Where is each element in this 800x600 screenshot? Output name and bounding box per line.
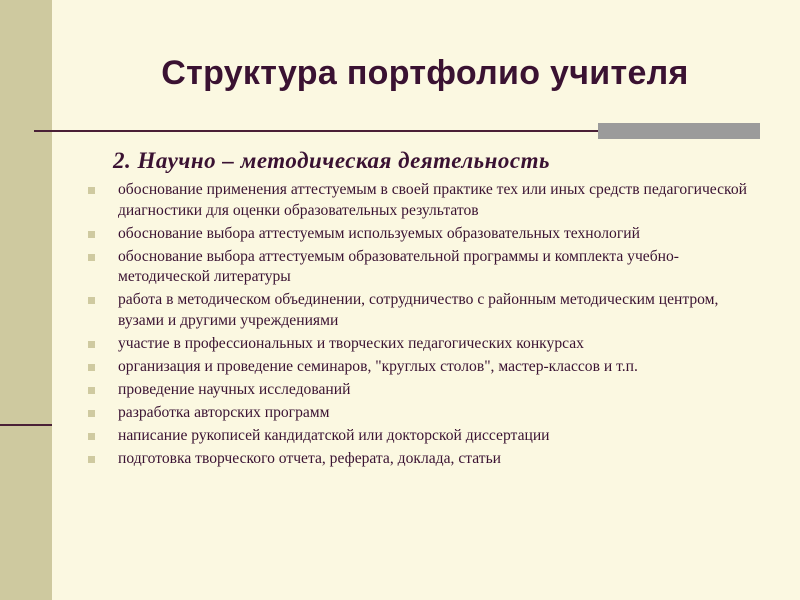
list-item — [88, 403, 753, 424]
list-item-text: участие в профессиональных и творческих педагогических конкурсах — [118, 334, 584, 352]
title-divider-block — [598, 123, 760, 139]
bullet-square-icon — [88, 187, 95, 194]
list-item-text: организация и проведение семинаров, "круглых столов", мастер-классов и т.п. — [118, 357, 638, 375]
list-item — [88, 247, 753, 288]
bullet-list — [88, 180, 753, 472]
list-item — [88, 334, 753, 355]
bullet-square-icon — [88, 387, 95, 394]
section-subtitle: 2. Научно – методическая деятельность — [113, 148, 551, 173]
list-item — [88, 426, 753, 447]
bullet-square-icon — [88, 254, 95, 261]
list-item — [88, 290, 753, 331]
bullet-square-icon — [88, 364, 95, 371]
list-item — [88, 449, 753, 470]
bullet-square-icon — [88, 341, 95, 348]
list-item-text: проведение научных исследований — [118, 380, 351, 398]
list-item-text: написание рукописей кандидатской или докторской диссертации — [118, 426, 550, 444]
bullet-square-icon — [88, 231, 95, 238]
list-item — [88, 180, 753, 221]
list-item — [88, 380, 753, 401]
list-item — [88, 357, 753, 378]
list-item-text: подготовка творческого отчета, реферата, доклада, статьи — [118, 449, 502, 467]
bullet-square-icon — [88, 433, 95, 440]
list-item-text: разработка авторских программ — [118, 403, 330, 421]
list-item-text: обоснование выбора аттестуемым используемых образовательных технологий — [118, 224, 640, 242]
side-decor-line — [0, 424, 52, 426]
bullet-square-icon — [88, 456, 95, 463]
list-item-text: работа в методическом объединении, сотрудничество с районным методическим центром, вузами и другими учреждениями — [118, 291, 719, 329]
side-decor-bar — [0, 0, 52, 600]
bullet-square-icon — [88, 410, 95, 417]
list-item-text: обоснование применения аттестуемым в своей практике тех или иных средств педагогической диагностики для оценки образовательных результатов — [118, 181, 747, 219]
list-item — [88, 224, 753, 245]
list-item-text: обоснование выбора аттестуемым образовательной программы и комплекта учебно-методической литературы — [118, 247, 680, 285]
bullet-square-icon — [88, 297, 95, 304]
slide-title: Структура портфолио учителя — [161, 54, 689, 92]
